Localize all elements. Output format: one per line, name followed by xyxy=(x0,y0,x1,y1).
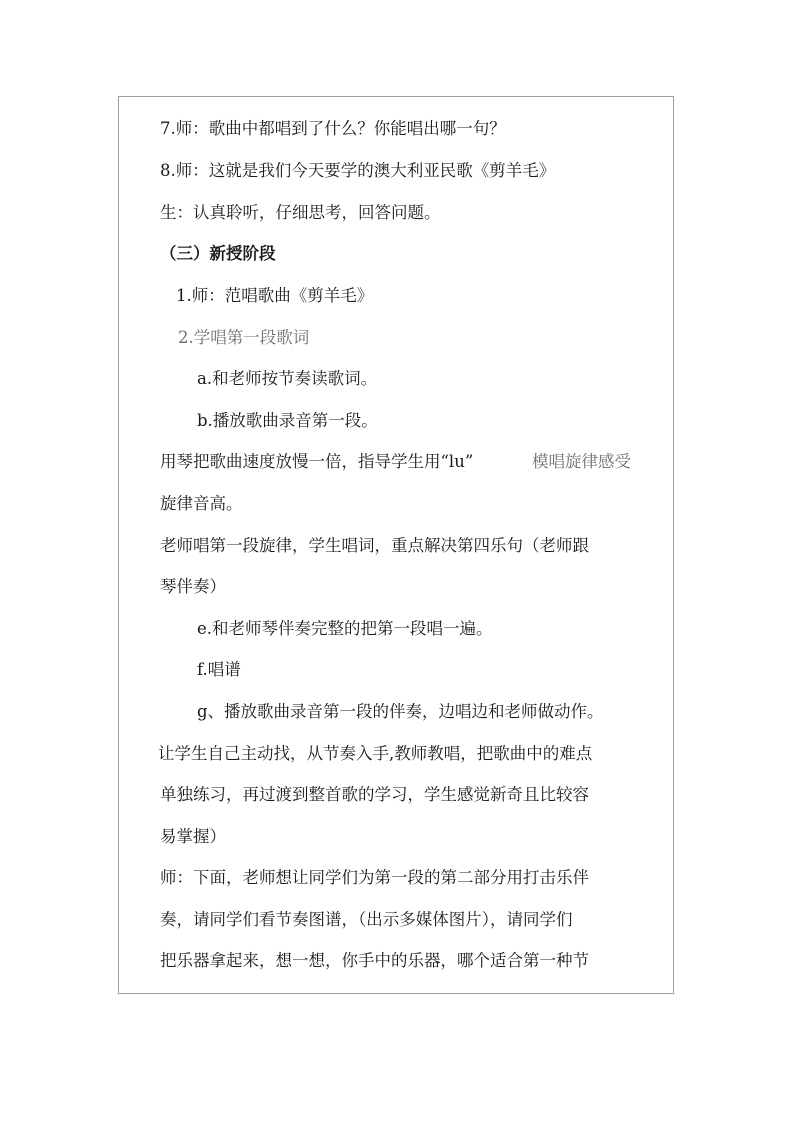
text-line-6: 2.学唱第一段歌词 xyxy=(178,328,310,347)
text-line-14: f.唱谱 xyxy=(197,660,241,679)
text-line-10: 旋律音高。 xyxy=(160,494,243,513)
text-line-18: 易掌握） xyxy=(160,827,226,846)
text-line-9a: 用琴把歌曲速度放慢一倍，指导学生用“lu” xyxy=(160,452,474,471)
text-line-16: 让学生自己主动找，从节奏入手,教师教唱，把歌曲中的难点 xyxy=(158,744,593,763)
section-heading: （三）新授阶段 xyxy=(160,244,276,263)
text-line-3: 生：认真聆听，仔细思考，回答问题。 xyxy=(160,203,441,222)
text-line-11: 老师唱第一段旋律，学生唱词，重点解决第四乐句（老师跟 xyxy=(160,536,589,555)
text-line-12: 琴伴奏） xyxy=(160,577,226,596)
text-line-2: 8.师：这就是我们今天要学的澳大利亚民歌《剪羊毛》 xyxy=(160,161,556,180)
text-line-21: 把乐器拿起来，想一想，你手中的乐器，哪个适合第一种节 xyxy=(160,951,589,970)
text-line-17: 单独练习，再过渡到整首歌的学习，学生感觉新奇且比较容 xyxy=(160,785,589,804)
text-line-5: 1.师：范唱歌曲《剪羊毛》 xyxy=(176,286,374,305)
text-line-7: a.和老师按节奏读歌词。 xyxy=(197,369,378,388)
text-line-1: 7.师：歌曲中都唱到了什么？你能唱出哪一句？ xyxy=(160,119,506,138)
text-line-9b: 模唱旋律感受 xyxy=(532,452,631,471)
text-line-19: 师：下面，老师想让同学们为第一段的第二部分用打击乐伴 xyxy=(160,868,589,887)
text-line-20: 奏，请同学们看节奏图谱，（出示多媒体图片），请同学们 xyxy=(160,910,573,929)
text-line-15: g、播放歌曲录音第一段的伴奏，边唱边和老师做动作。 xyxy=(197,702,604,721)
text-line-13: e.和老师琴伴奏完整的把第一段唱一遍。 xyxy=(197,619,493,638)
text-line-8: b.播放歌曲录音第一段。 xyxy=(197,411,378,430)
